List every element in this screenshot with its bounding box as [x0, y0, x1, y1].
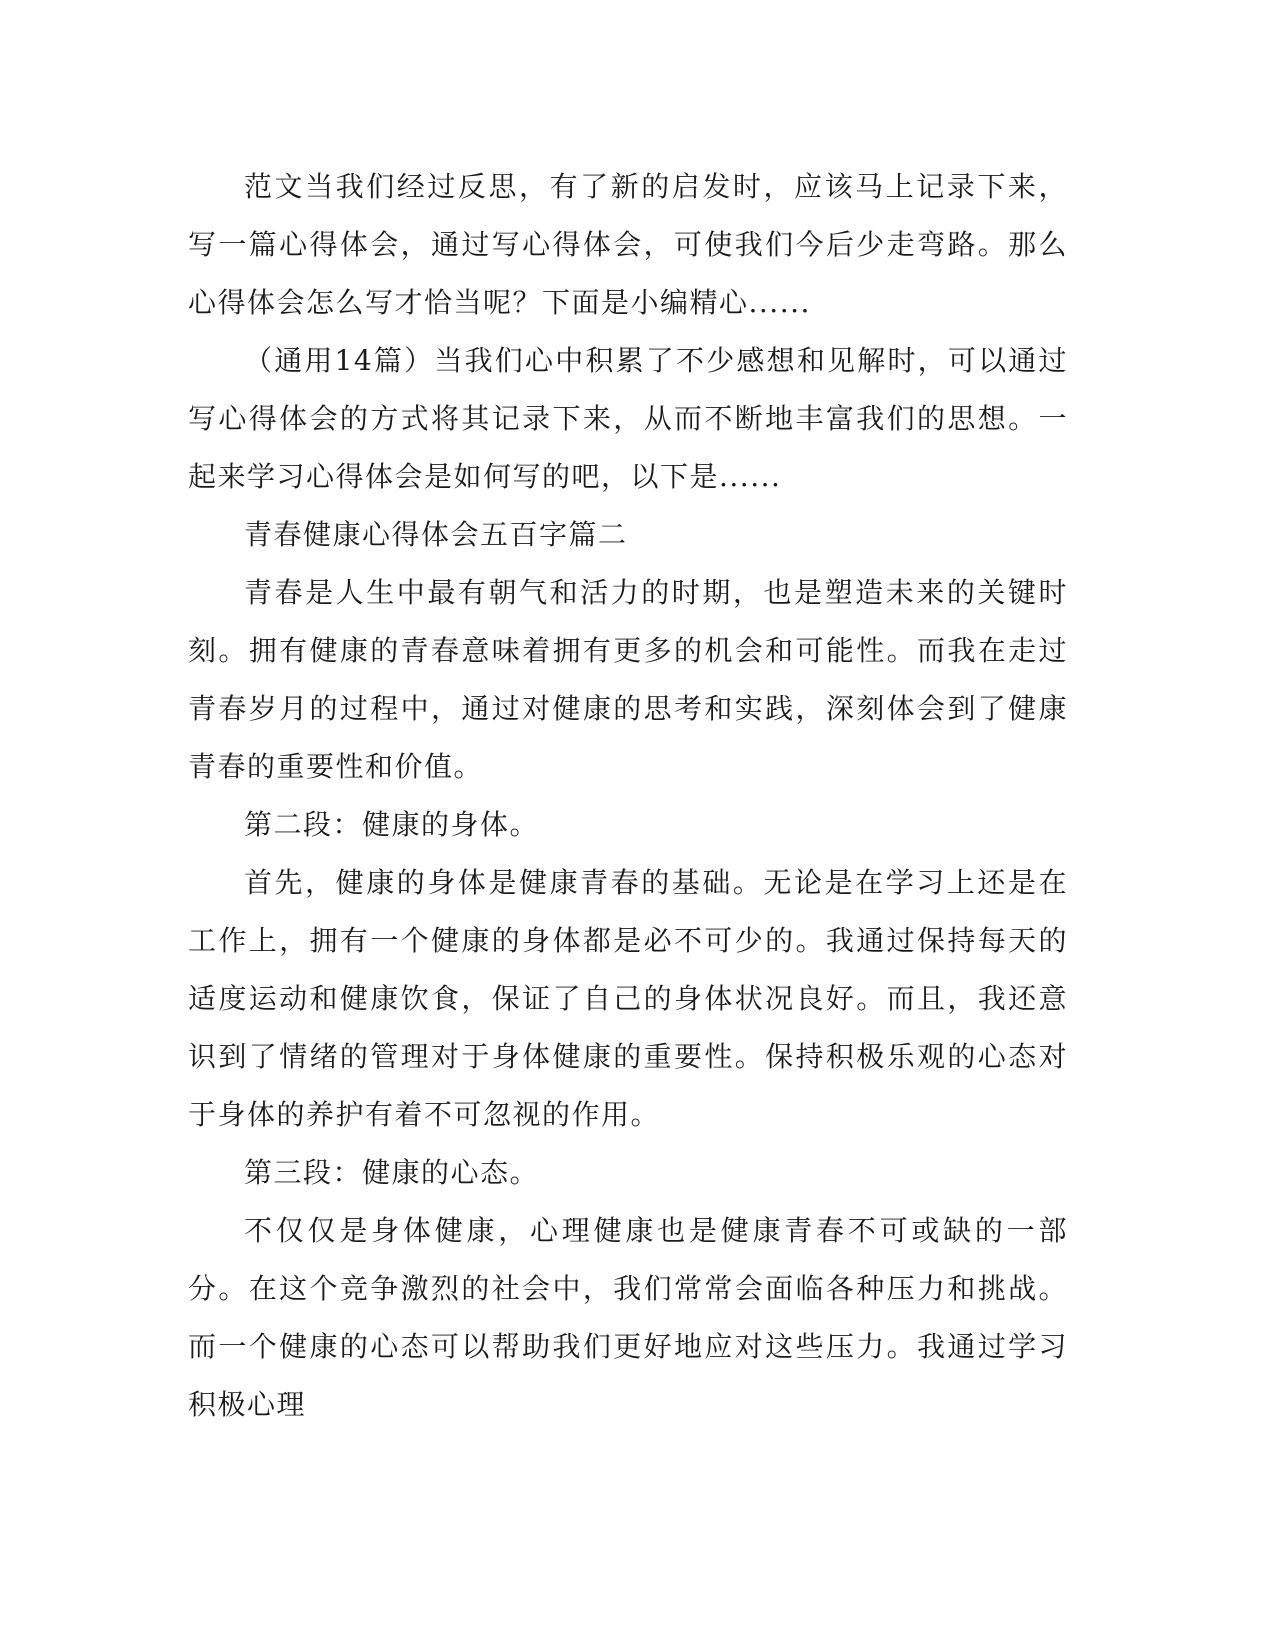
paragraph-body-health: 首先，健康的身体是健康青春的基础。无论是在学习上还是在工作上，拥有一个健康的身体都是必不可少的。我通过保持每天的适度运动和健康饮食，保证了自己的身体状况良好。而且，我还意识到了情绪的管理对于身体健康的重要性。保持积极乐观的心态对于身体的养护有着不可忽视的作用。 — [188, 866, 1068, 1131]
section-title: 青春健康心得体会五百字篇二 — [244, 518, 628, 551]
paragraph-intro-1: 范文当我们经过反思，有了新的启发时，应该马上记录下来，写一篇心得体会，通过写心得体会，可使我们今后少走弯路。那么心得体会怎么写才恰当呢？下面是小编精心...... — [188, 170, 1068, 319]
heading-section-3: 第三段：健康的心态。 — [244, 1156, 540, 1189]
heading-section-2: 第二段：健康的身体。 — [244, 808, 540, 841]
paragraph-youth: 青春是人生中最有朝气和活力的时期，也是塑造未来的关键时刻。拥有健康的青春意味着拥有更多的机会和可能性。而我在走过青春岁月的过程中，通过对健康的思考和实践，深刻体会到了健康青春的重要性和价值。 — [188, 576, 1068, 783]
paragraph-mental-health: 不仅仅是身体健康，心理健康也是健康青春不可或缺的一部分。在这个竞争激烈的社会中，我们常常会面临各种压力和挑战。而一个健康的心态可以帮助我们更好地应对这些压力。我通过学习积极心理 — [188, 1214, 1068, 1421]
paragraph-intro-2: （通用14篇）当我们心中积累了不少感想和见解时，可以通过写心得体会的方式将其记录下来，从而不断地丰富我们的思想。一起来学习心得体会是如何写的吧，以下是...... — [188, 344, 1068, 493]
document-body — [188, 158, 1068, 1434]
